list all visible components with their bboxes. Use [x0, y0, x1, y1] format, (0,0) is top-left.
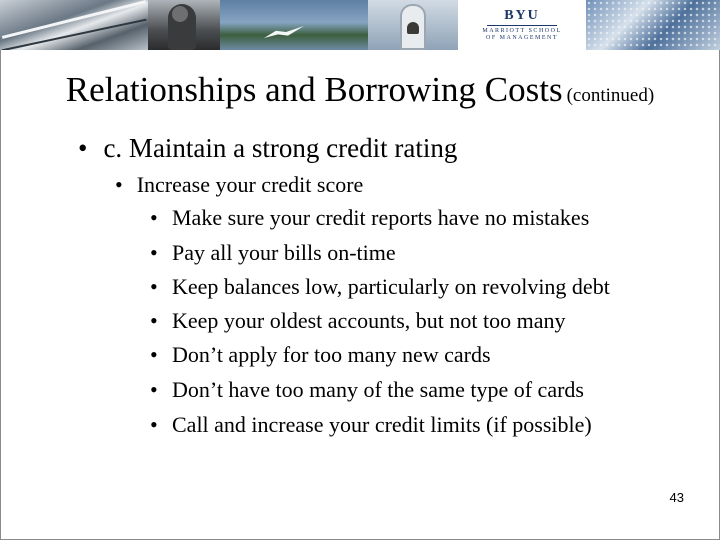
slide-title-main: Relationships and Borrowing Costs: [65, 70, 563, 109]
bullet-level3-item: [150, 375, 690, 405]
bullet-level3-item: [150, 272, 632, 301]
bullet-level3-text: Pay all your bills on-time: [172, 239, 396, 265]
banner-photo-building: [586, 0, 720, 50]
bullet-dot: •: [150, 274, 158, 300]
logo-rule: [487, 25, 557, 26]
bullet-level2: [115, 170, 363, 200]
byu-logo: [458, 0, 586, 50]
banner-photo-architecture: [0, 0, 148, 50]
logo-sub-text-2: OF MANAGEMENT: [486, 34, 558, 41]
banner-photo-mountain-y: [220, 0, 368, 50]
bullet-level3-item: [150, 203, 690, 233]
header-banner: [0, 0, 720, 50]
bullet-dot: •: [150, 376, 158, 402]
logo-sub-text-1: MARRIOTT SCHOOL: [482, 27, 562, 34]
bullet-level3-text: Don’t apply for too many new cards: [172, 342, 491, 368]
bullet-dot: •: [150, 239, 158, 265]
bullet-level1-text: c. Maintain a strong credit rating: [103, 133, 458, 163]
bullet-level3-text: Keep your oldest accounts, but not too many: [172, 307, 566, 333]
bullet-dot: •: [150, 411, 158, 437]
bullet-dot: •: [150, 205, 158, 230]
bullet-dot: •: [150, 307, 158, 333]
slide-title: [0, 66, 720, 116]
banner-photo-bell-tower: [368, 0, 458, 50]
bullet-dot: •: [150, 342, 158, 368]
banner-photo-statue: [148, 0, 220, 50]
bullet-dot: •: [78, 133, 88, 163]
bullet-level1: [78, 131, 457, 165]
slide-title-suffix: (continued): [566, 85, 655, 106]
bullet-level3-text: Keep balances low, particularly on revolving debt: [172, 274, 610, 300]
bullet-dot: •: [115, 172, 123, 197]
page-number: 43: [669, 490, 684, 505]
bullet-level3-item: [150, 410, 690, 440]
bullet-level2-text: Increase your credit score: [136, 172, 364, 197]
bullet-level3-item: [150, 306, 690, 336]
bullet-level3-item: [150, 238, 690, 268]
bullet-level3-text: Don’t have too many of the same type of cards: [172, 376, 584, 402]
bullet-level3-text: Call and increase your credit limits (if possible): [172, 411, 592, 437]
bullet-level3-item: [150, 340, 690, 370]
bullet-level3-text: Make sure your credit reports have no mistakes: [172, 205, 590, 230]
logo-main-text: BYU: [504, 7, 540, 23]
bullet-level3-list: [150, 203, 690, 444]
